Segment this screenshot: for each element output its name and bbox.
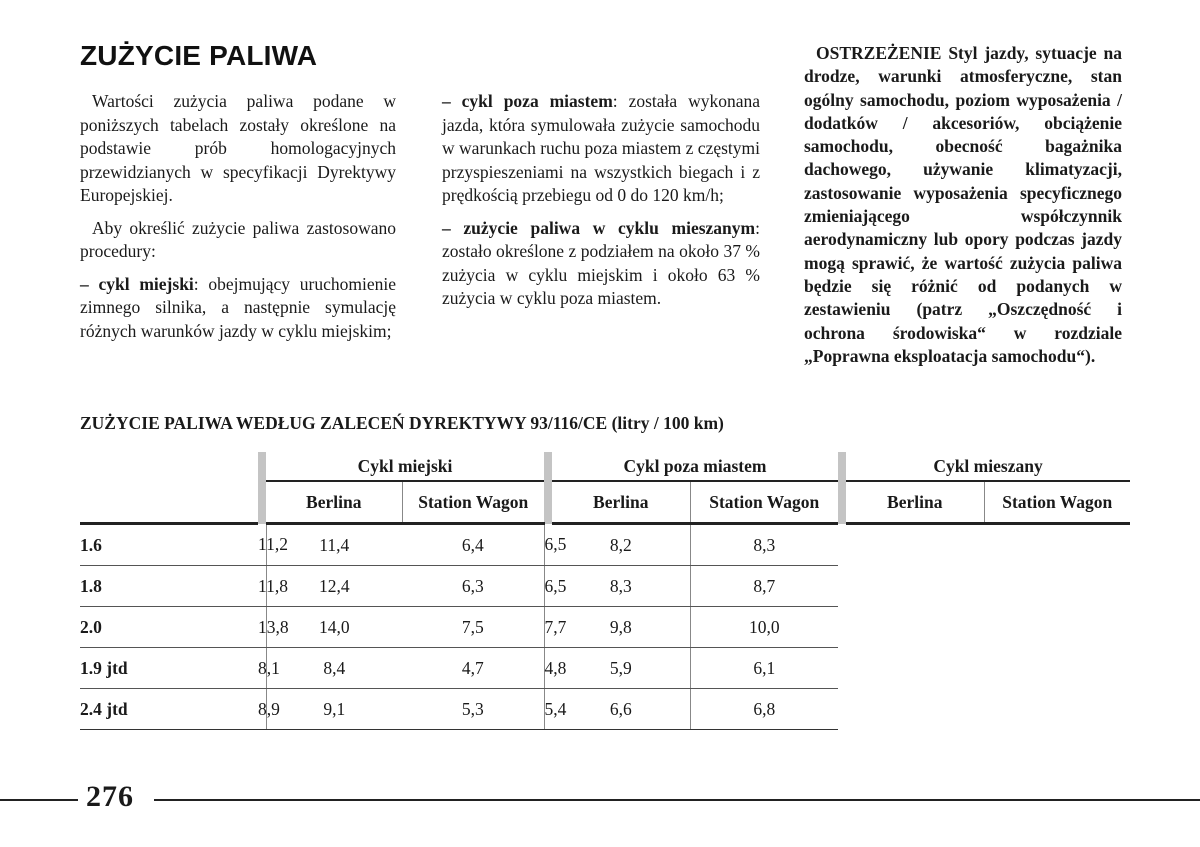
engine-cell: 1.8	[80, 566, 258, 607]
footer-rule-left	[0, 799, 78, 801]
value-cell: 8,3	[552, 566, 690, 607]
warning-text: Styl jazdy, sytuacje na drodze, warunki atmosferyczne, stan ogólny samochodu, poziom wyposażenia / dodatków / akcesoriów, obciążenie samochodu, obecność bagażnika dachowego, używanie klimatyzacji, zastosowanie wyposażenia specyficznego zmieniającego współczynnik aerodynamiczny lub opory podczas jazdy mogą sprawić, że wartość zużycia paliwa będzie się różnić od podanych w zestawieniu (patrz „Oszczędność i ochrona środowiska“ w rozdziale „Poprawna eksploatacja samochodu“).	[804, 43, 1122, 366]
sub-header-berlina: Berlina	[266, 481, 402, 524]
sub-header-station-wagon: Station Wagon	[984, 481, 1130, 524]
value-cell: 6,1	[690, 648, 838, 689]
value-cell: 7,5	[402, 607, 544, 648]
footer-rule-right	[154, 799, 1200, 801]
urban-cycle-text: : obejmujący uruchomienie zimnego silnika, a następnie symulację różnych warunków jazdy w cyklu miejskim;	[80, 273, 396, 341]
table-row	[80, 648, 1130, 689]
engine-cell: 2.0	[80, 607, 258, 648]
extra-urban-cycle-item	[442, 90, 760, 208]
value-cell: 5,4	[544, 689, 552, 730]
column-separator	[258, 452, 266, 524]
sub-header-berlina: Berlina	[846, 481, 984, 524]
table-row	[80, 607, 1130, 648]
extra-urban-cycle-term: – cykl poza miastem	[442, 91, 613, 111]
value-cell: 8,3	[690, 524, 838, 566]
extra-urban-cycle-text: : została wykonana jazda, która symulowała zużycie samochodu w warunkach ruchu poza miastem z częstymi przyspieszeniami na wszystkich biegach i z prędkością przebiegu od 0 do 120 km/h;	[442, 91, 760, 205]
value-cell: 8,7	[690, 566, 838, 607]
page-title: ZUŻYCIE PALIWA	[80, 40, 318, 71]
value-cell: 10,0	[690, 607, 838, 648]
value-cell: 6,5	[544, 566, 552, 607]
value-cell: 8,2	[552, 524, 690, 566]
value-cell: 4,7	[402, 648, 544, 689]
table-title-text: ZUŻYCIE PALIWA WEDŁUG ZALECEŃ DYREKTYWY 93/116/CE	[80, 413, 608, 433]
value-cell: 6,8	[690, 689, 838, 730]
value-cell: 14,0	[266, 607, 402, 648]
value-cell: 9,8	[552, 607, 690, 648]
combined-cycle-text: : zostało określone z podziałem na około 37 % zużycia w cyklu miejskim i około 63 % zużycia w cyklu poza miastem.	[442, 217, 760, 308]
engine-cell: 2.4 jtd	[80, 689, 258, 730]
procedures-paragraph: Aby określić zużycie paliwa zastosowano procedury:	[80, 217, 396, 261]
value-cell: 9,1	[266, 689, 402, 730]
cycles-column	[442, 90, 760, 320]
value-cell: 6,3	[402, 566, 544, 607]
intro-column	[80, 90, 396, 352]
value-cell: 6,5	[544, 524, 552, 566]
header-blank	[80, 481, 258, 524]
sub-header-berlina: Berlina	[552, 481, 690, 524]
warning-label: OSTRZEŻENIE	[816, 43, 942, 63]
value-cell: 11,2	[258, 524, 266, 566]
value-cell: 5,3	[402, 689, 544, 730]
value-cell: 12,4	[266, 566, 402, 607]
page-number: 276	[86, 780, 134, 813]
sub-header-station-wagon: Station Wagon	[690, 481, 838, 524]
combined-cycle-item	[442, 217, 760, 311]
value-cell: 11,4	[266, 524, 402, 566]
value-cell: 5,9	[552, 648, 690, 689]
value-cell: 8,1	[258, 648, 266, 689]
urban-cycle-term: – cykl miejski	[80, 273, 194, 294]
group-header-extra-urban: Cykl poza miastem	[623, 455, 767, 476]
value-cell: 8,4	[266, 648, 402, 689]
column-separator	[544, 452, 552, 524]
sub-header-station-wagon: Station Wagon	[402, 481, 544, 524]
fuel-consumption-table	[80, 452, 1130, 730]
table-group-header-row	[80, 452, 1130, 481]
value-cell: 4,8	[544, 648, 552, 689]
column-separator	[838, 452, 846, 524]
table-sub-header-row	[80, 481, 1130, 524]
combined-cycle-term: – zużycie paliwa w cyklu mieszanym	[442, 217, 756, 238]
table-title	[80, 413, 724, 434]
engine-cell: 1.9 jtd	[80, 648, 258, 689]
intro-paragraph: Wartości zużycia paliwa podane w poniższych tabelach zostały określone na podstawie prób homologacyjnych przewidzianych w specyfikacji Dyrektywy Europejskiej.	[80, 91, 396, 205]
table-row	[80, 524, 1130, 566]
value-cell: 8,9	[258, 689, 266, 730]
group-header-combined: Cykl mieszany	[933, 455, 1043, 476]
warning-box	[804, 42, 1122, 368]
value-cell: 6,4	[402, 524, 544, 566]
engine-cell: 1.6	[80, 524, 258, 566]
header-corner	[80, 452, 258, 481]
table-row	[80, 566, 1130, 607]
group-header-urban: Cykl miejski	[357, 455, 453, 476]
value-cell: 13,8	[258, 607, 266, 648]
value-cell: 7,7	[544, 607, 552, 648]
table-row	[80, 689, 1130, 730]
urban-cycle-item	[80, 273, 396, 344]
value-cell: 11,8	[258, 566, 266, 607]
table-unit: (litry / 100 km)	[611, 413, 724, 433]
value-cell: 6,6	[552, 689, 690, 730]
